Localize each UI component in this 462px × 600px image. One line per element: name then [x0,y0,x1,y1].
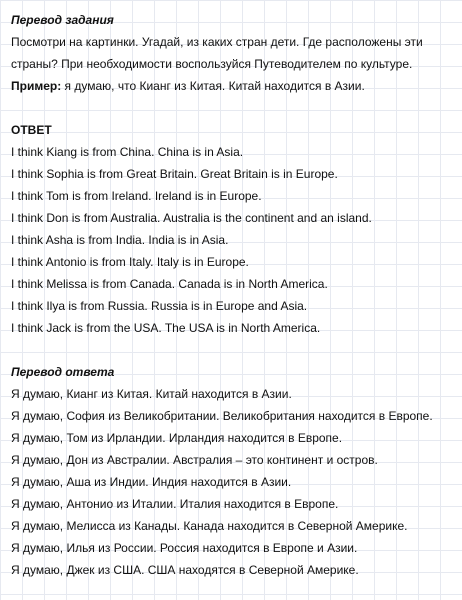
translation-line: Я думаю, София из Великобритании. Великобритания находится в Европе. [11,409,433,423]
translation-line: Я думаю, Аша из Индии. Индия находится в Азии. [11,475,292,489]
answer-line: I think Sophia is from Great Britain. Great Britain is in Europe. [11,167,338,181]
task-heading: Перевод задания [11,13,114,27]
translation-line: Я думаю, Мелисса из Канады. Канада находится в Северной Америке. [11,519,408,533]
translation-line: Я думаю, Кианг из Китая. Китай находится в Азии. [11,387,292,401]
example-text: я думаю, что Кианг из Китая. Китай находится в Азии. [61,79,365,93]
translation-line: Я думаю, Дон из Австралии. Австралия – это континент и остров. [11,453,378,467]
answer-section [11,119,456,339]
translation-heading: Перевод ответа [11,365,115,379]
answer-line: I think Melissa is from Canada. Canada is in North America. [11,277,328,291]
spacer [11,97,456,119]
example-label: Пример: [11,79,62,93]
task-line: Посмотри на картинки. Угадай, из каких стран дети. Где расположены эти [11,35,423,49]
answer-line: I think Asha is from India. India is in Asia. [11,233,229,247]
answer-line: I think Don is from Australia. Australia is the continent and an island. [11,211,372,225]
answer-line: I think Ilya is from Russia. Russia is in Europe and Asia. [11,299,308,313]
answer-line: I think Tom is from Ireland. Ireland is in Europe. [11,189,262,203]
spacer [11,339,456,361]
task-line: страны? При необходимости воспользуйся Путеводителем по культуре. [11,57,413,71]
answer-line: I think Antonio is from Italy. Italy is in Europe. [11,255,249,269]
translation-section [11,361,456,581]
answer-heading: ОТВЕТ [11,123,52,137]
task-example [11,75,456,97]
translation-line: Я думаю, Илья из России. Россия находится в Европе и Азии. [11,541,358,555]
translation-line: Я думаю, Антонио из Италии. Италия находится в Европе. [11,497,339,511]
task-section [11,9,456,97]
translation-line: Я думаю, Том из Ирландии. Ирландия находится в Европе. [11,431,343,445]
translation-line: Я думаю, Джек из США. США находятся в Северной Америке. [11,563,359,577]
answer-line: I think Kiang is from China. China is in Asia. [11,145,244,159]
answer-line: I think Jack is from the USA. The USA is in North America. [11,321,321,335]
